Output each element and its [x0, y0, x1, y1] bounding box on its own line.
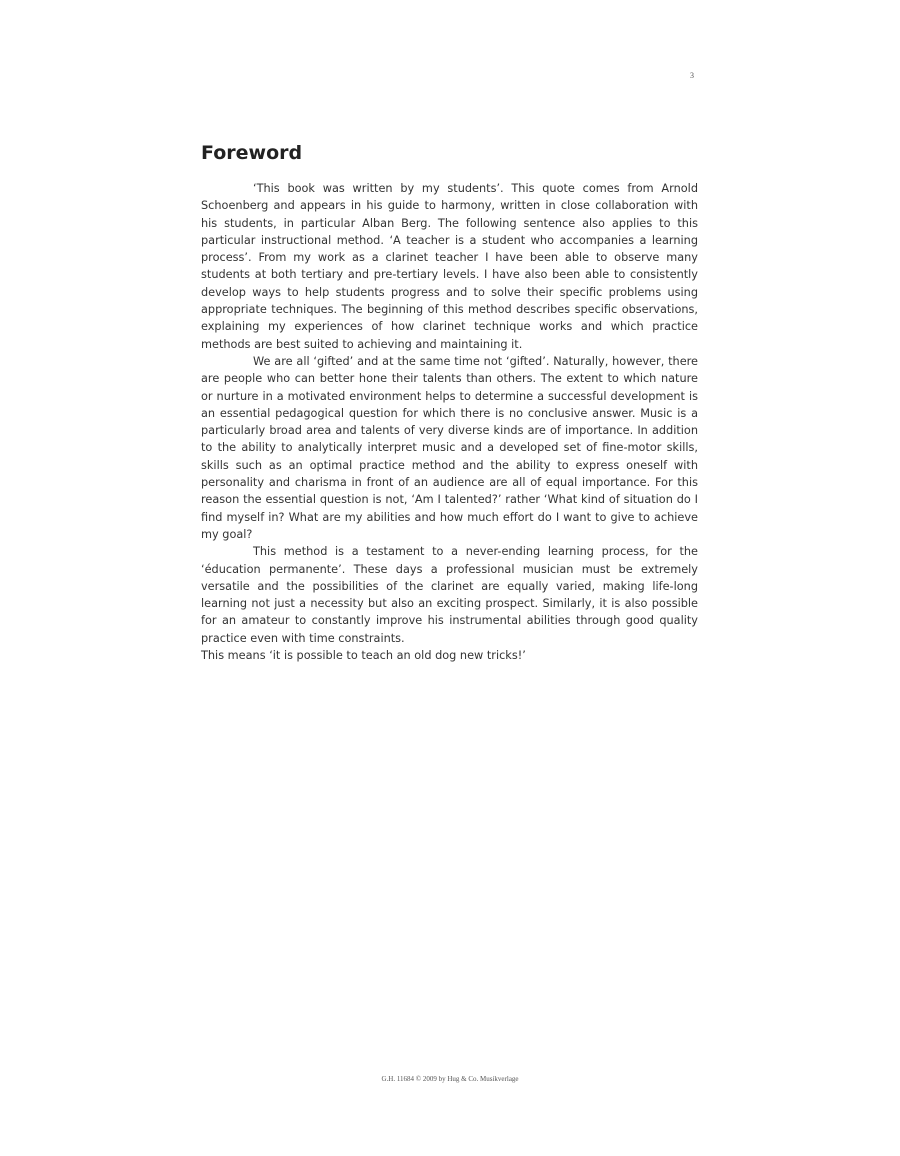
paragraph-2: We are all ‘gifted’ and at the same time not ‘gifted’. Naturally, however, there are people who can better hone their talents than others. The extent to which nature or nurture in a motivated environment helps to determine a successful development is an essential pedagogical question for which there is no conclusive answer. Music is a particularly broad area and talents of very diverse kinds are of importance. In addition to the ability to analytically interpret music and a developed set of fine-motor skills, skills such as an optimal practice method and the ability to express oneself with personality and charisma in front of an audience are all of equal importance. For this reason the essential question is not, ‘Am I talented?’ rather ‘What kind of situation do I find myself in? What are my abilities and how much effort do I want to give to achieve my goal? [201, 354, 698, 541]
paragraph-3: This method is a testament to a never-ending learning process, for the ‘éducation permanente’. These days a professional musician must be extremely versatile and the possibilities of the clarinet are equally varied, making life-long learning not just a necessity but also an exciting prospect. Similarly, it is also possible for an amateur to constantly improve his instrumental abilities through good quality practice even with time constraints. [201, 545, 698, 645]
copyright-footer: G.H. 11684 © 2009 by Hug & Co. Musikverlage [381, 1075, 519, 1083]
page-title: Foreword [201, 142, 303, 164]
page-number: 3 [690, 71, 694, 80]
paragraph-4: This means ‘it is possible to teach an old dog new tricks!’ [201, 649, 526, 663]
foreword-body [201, 180, 698, 664]
paragraph-1: ‘This book was written by my students’. This quote comes from Arnold Schoenberg and appears in his guide to harmony, written in close collaboration with his students, in particular Alban Berg. The following sentence also applies to this particular instructional method. ‘A teacher is a student who accompanies a learning process’. From my work as a clarinet teacher I have been able to observe many students at both tertiary and pre-tertiary levels. I have also been able to consistently develop ways to help students progress and to solve their specific problems using appropriate techniques. The beginning of this method describes specific observations, explaining my experiences of how clarinet technique works and which practice methods are best suited to achieving and maintaining it. [201, 182, 698, 351]
